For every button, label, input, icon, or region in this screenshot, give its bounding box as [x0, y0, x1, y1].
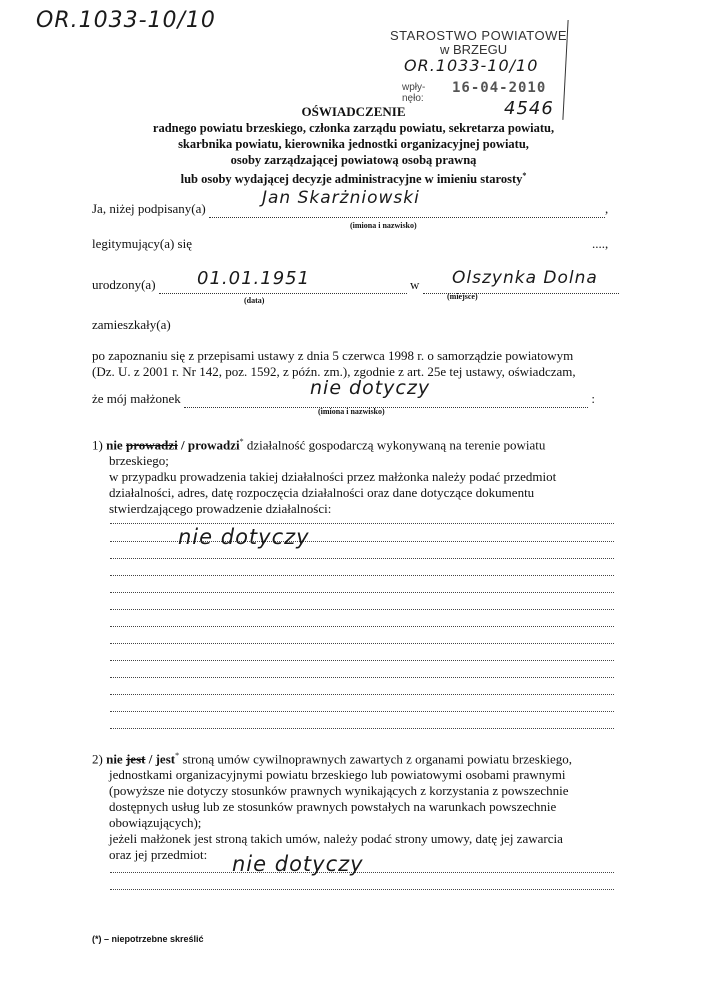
section-1-line[interactable]: [110, 626, 614, 627]
subtitle-line-1: radnego powiatu brzeskiego, członka zarządu powiatu, sekretarza powiatu,: [152, 121, 555, 135]
born-place-handwriting: Olszynka Dolna: [452, 268, 598, 288]
spouse-label: że mój małżonek: [92, 391, 181, 406]
section-1-text: 1) nie prowadzi / prowadzi* działalność gospodarczą wykonywaną na terenie powiatu brzeskiego; w przypadku prowadzenia takiej działalności przez małżonka należy podać przedmiot działalności, adres, datę rozpoczęcia działalności oraz dane dotyczące dokumentu stwierdzającego prowadzenie działalności:: [92, 437, 557, 517]
section-2-text: 2) nie jest / jest* stroną umów cywilnoprawnych zawartych z organami powiatu brzeskiego, jednostkami organizacyjnymi powiatu brzeskiego lub powiatowymi osobami prawnymi (powyższe nie dotyczy stosunków prawnych wynikających z korzystania z powszechnie dostępnych usług lub ze stosunków prawnych powstałych na warunkach powszechnie obowiązujących); jeżeli małżonek jest stroną takich umów, należy podać strony umowy, datę jej zawarcia oraz jej przedmiot:: [92, 751, 572, 863]
born-label: urodzony(a): [92, 277, 156, 292]
section-1-line[interactable]: [110, 592, 614, 593]
section-2-handwriting: nie dotyczy: [232, 852, 364, 876]
section-1-prowadzi: prowadzi: [187, 437, 240, 453]
section-1-struck: prowadzi: [125, 437, 178, 453]
section-1-line[interactable]: [110, 558, 614, 559]
stamp-number: 4546: [504, 98, 554, 119]
resident-label: zamieszkały(a): [92, 317, 171, 332]
section-2-line[interactable]: [110, 889, 614, 890]
born-date-caption: (data): [244, 296, 265, 305]
law-text: po zapoznaniu się z przepisami ustawy z dnia 5 czerwca 1998 r. o samorządzie powiatowym (Dz. U. z 2001 r. Nr 142, poz. 1592, z późn. zm.), zgodnie z art. 25e tej ustawy, oświadczam,: [92, 348, 576, 379]
born-place-caption: (miejsce): [447, 292, 478, 301]
section-1-line[interactable]: [110, 711, 614, 712]
section-1-num: 1): [92, 437, 103, 453]
spouse-handwriting: nie dotyczy: [310, 377, 431, 399]
section-1-line[interactable]: [110, 643, 614, 644]
stamp-reference: OR.1033-10/10: [404, 56, 539, 75]
section-2-nie: nie: [106, 751, 123, 767]
signer-handwriting: Jan Skarżniowski: [262, 188, 420, 208]
id-label: legitymujący(a) się: [92, 236, 192, 251]
subtitle-line-4: lub osoby wydającej decyzje administracyjne w imieniu starosty*: [180, 171, 527, 187]
stamp-received-label: wpły- nęło:: [402, 82, 426, 104]
section-1-line[interactable]: [110, 575, 614, 576]
stamp-city: w BRZEGU: [440, 42, 508, 57]
section-1-line[interactable]: [110, 660, 614, 661]
section-2-num: 2): [92, 751, 103, 767]
section-2-jest: jest: [155, 751, 176, 767]
signer-caption: (imiona i nazwisko): [350, 221, 417, 230]
section-1-line[interactable]: [110, 694, 614, 695]
id-end: ....,: [592, 236, 609, 251]
subtitle-asterisk: *: [522, 171, 527, 180]
spouse-end: :: [591, 391, 595, 406]
section-1-line[interactable]: [110, 728, 614, 729]
section-1-nie: nie: [106, 437, 123, 453]
stamp-office: STAROSTWO POWIATOWE: [390, 28, 568, 43]
section-1-line[interactable]: [110, 677, 614, 678]
subtitle-line-2: skarbnika powiatu, kierownika jednostki organizacyjnej powiatu,: [178, 137, 529, 151]
section-1-line[interactable]: [110, 609, 614, 610]
spouse-caption: (imiona i nazwisko): [318, 407, 385, 416]
document-title: OŚWIADCZENIE: [301, 104, 406, 119]
born-date-handwriting: 01.01.1951: [197, 268, 311, 289]
resident-row: [92, 317, 171, 333]
subtitle-line-3: osoby zarządzającej powiatową osobą prawną: [230, 153, 477, 167]
section-1-handwriting: nie dotyczy: [178, 525, 310, 549]
stamp-date: 16-04-2010: [452, 80, 547, 96]
section-1-line[interactable]: [110, 523, 614, 524]
section-2-struck: jest: [125, 751, 146, 767]
signer-row: Ja, niżej podpisany(a) ,: [92, 201, 609, 216]
corner-reference: OR.1033-10/10: [36, 8, 216, 33]
footnote: (*) – niepotrzebne skreślić: [92, 934, 204, 944]
signer-label: Ja, niżej podpisany(a): [92, 201, 206, 216]
born-in-label: w: [410, 277, 420, 292]
id-row: [92, 236, 192, 252]
